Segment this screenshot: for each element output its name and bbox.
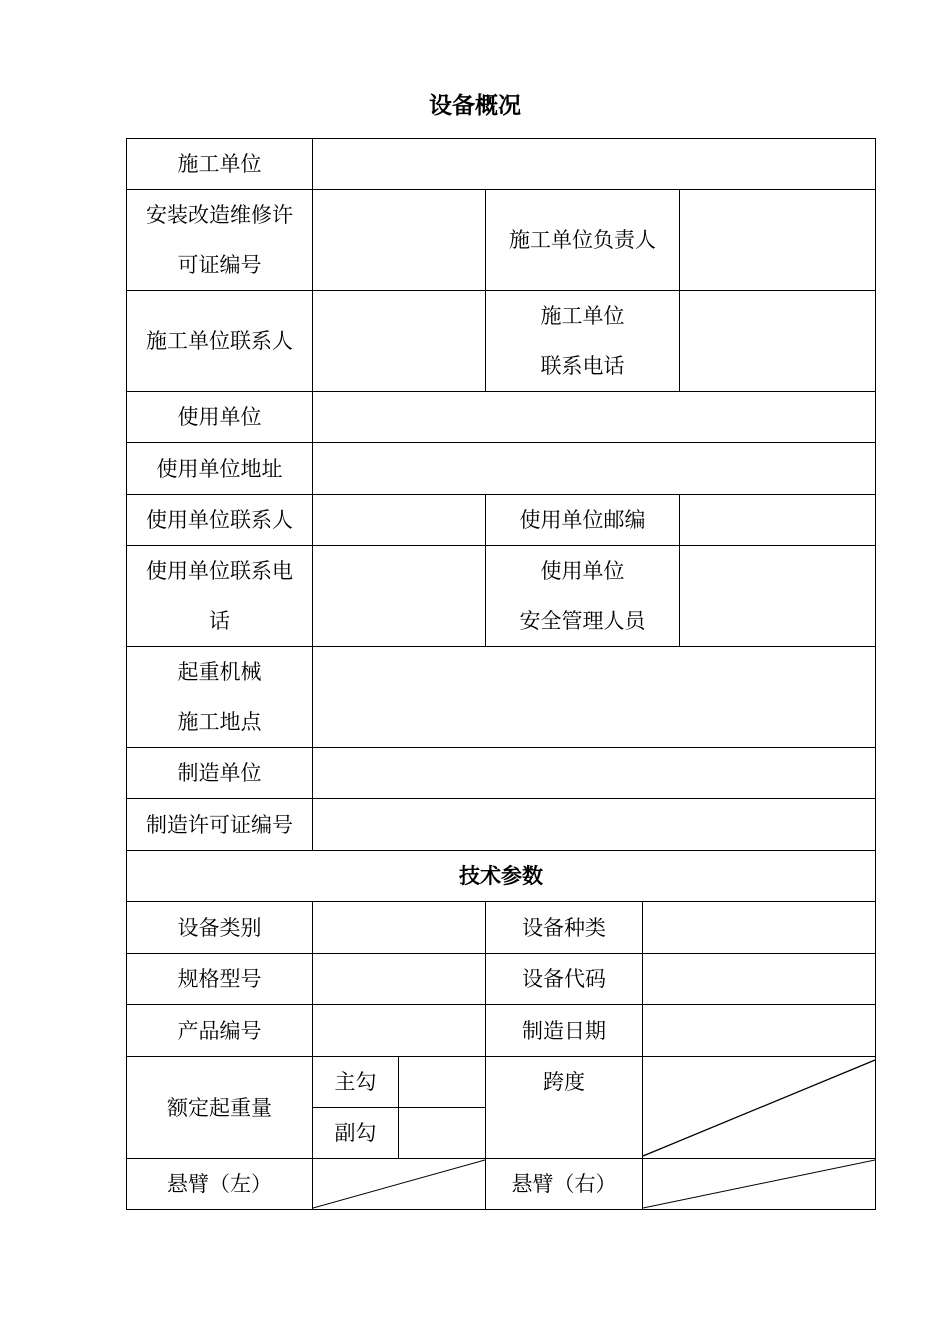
field-equipment-code[interactable] <box>643 954 876 1005</box>
field-user-address[interactable] <box>313 443 876 495</box>
field-construction-responsible[interactable] <box>680 190 876 291</box>
label-rated-lifting: 额定起重量 <box>127 1057 313 1159</box>
label-user-safety-line2: 安全管理人员 <box>519 609 646 633</box>
label-user-phone-line2: 话 <box>209 609 230 633</box>
diagonal-strike <box>643 1057 875 1158</box>
label-user-unit: 使用单位 <box>127 392 313 443</box>
field-user-unit[interactable] <box>313 392 876 443</box>
diagonal-strike <box>643 1159 875 1209</box>
label-manufacture-permit: 制造许可证编号 <box>127 799 313 851</box>
field-user-contact[interactable] <box>313 495 486 546</box>
field-equipment-category[interactable] <box>313 902 486 954</box>
label-equipment-type: 设备种类 <box>486 902 643 954</box>
label-construction-phone-line1: 施工单位 <box>540 304 625 328</box>
label-install-permit <box>127 190 313 291</box>
label-construction-unit: 施工单位 <box>127 139 313 190</box>
field-cantilever-right-crossed <box>643 1159 876 1210</box>
label-product-number: 产品编号 <box>127 1005 313 1057</box>
label-equipment-code: 设备代码 <box>486 954 643 1005</box>
field-cantilever-left-crossed <box>313 1159 486 1210</box>
diagonal-strike <box>313 1159 485 1209</box>
field-product-number[interactable] <box>313 1005 486 1057</box>
field-manufacturer[interactable] <box>313 748 876 799</box>
label-user-phone <box>127 546 313 647</box>
field-construction-contact[interactable] <box>313 291 486 392</box>
field-construction-unit[interactable] <box>313 139 876 190</box>
field-span-crossed <box>643 1057 876 1159</box>
label-crane-site-line1: 起重机械 <box>177 660 262 684</box>
label-user-address: 使用单位地址 <box>127 443 313 495</box>
field-manufacture-permit[interactable] <box>313 799 876 851</box>
label-cantilever-right: 悬臂（右） <box>486 1159 643 1210</box>
field-user-postcode[interactable] <box>680 495 876 546</box>
field-user-phone[interactable] <box>313 546 486 647</box>
label-manufacture-date: 制造日期 <box>486 1005 643 1057</box>
label-user-phone-line1: 使用单位联系电 <box>146 559 293 583</box>
field-equipment-type[interactable] <box>643 902 876 954</box>
label-crane-site-line2: 施工地点 <box>177 710 262 734</box>
label-user-safety-manager <box>486 546 680 647</box>
field-user-safety-manager[interactable] <box>680 546 876 647</box>
section-technical-parameters: 技术参数 <box>127 851 876 902</box>
page-title: 设备概况 <box>429 93 521 119</box>
label-user-safety-line1: 使用单位 <box>540 559 625 583</box>
label-equipment-category: 设备类别 <box>127 902 313 954</box>
label-cantilever-left: 悬臂（左） <box>127 1159 313 1210</box>
field-manufacture-date[interactable] <box>643 1005 876 1057</box>
field-construction-phone[interactable] <box>680 291 876 392</box>
label-span: 跨度 <box>486 1057 643 1159</box>
field-aux-hook[interactable] <box>399 1108 486 1159</box>
label-manufacturer: 制造单位 <box>127 748 313 799</box>
equipment-overview-table <box>126 138 876 1210</box>
label-construction-phone-line2: 联系电话 <box>540 354 625 378</box>
field-crane-site[interactable] <box>313 647 876 748</box>
label-spec-model: 规格型号 <box>127 954 313 1005</box>
field-spec-model[interactable] <box>313 954 486 1005</box>
label-install-permit-line1: 安装改造维修许 <box>146 203 293 227</box>
field-main-hook[interactable] <box>399 1057 486 1108</box>
label-aux-hook: 副勾 <box>313 1108 399 1159</box>
label-user-postcode: 使用单位邮编 <box>486 495 680 546</box>
field-install-permit[interactable] <box>313 190 486 291</box>
label-construction-responsible: 施工单位负责人 <box>486 190 680 291</box>
label-user-contact: 使用单位联系人 <box>127 495 313 546</box>
label-crane-site <box>127 647 313 748</box>
label-install-permit-line2: 可证编号 <box>177 253 262 277</box>
label-construction-contact: 施工单位联系人 <box>127 291 313 392</box>
label-main-hook: 主勾 <box>313 1057 399 1108</box>
label-construction-phone <box>486 291 680 392</box>
